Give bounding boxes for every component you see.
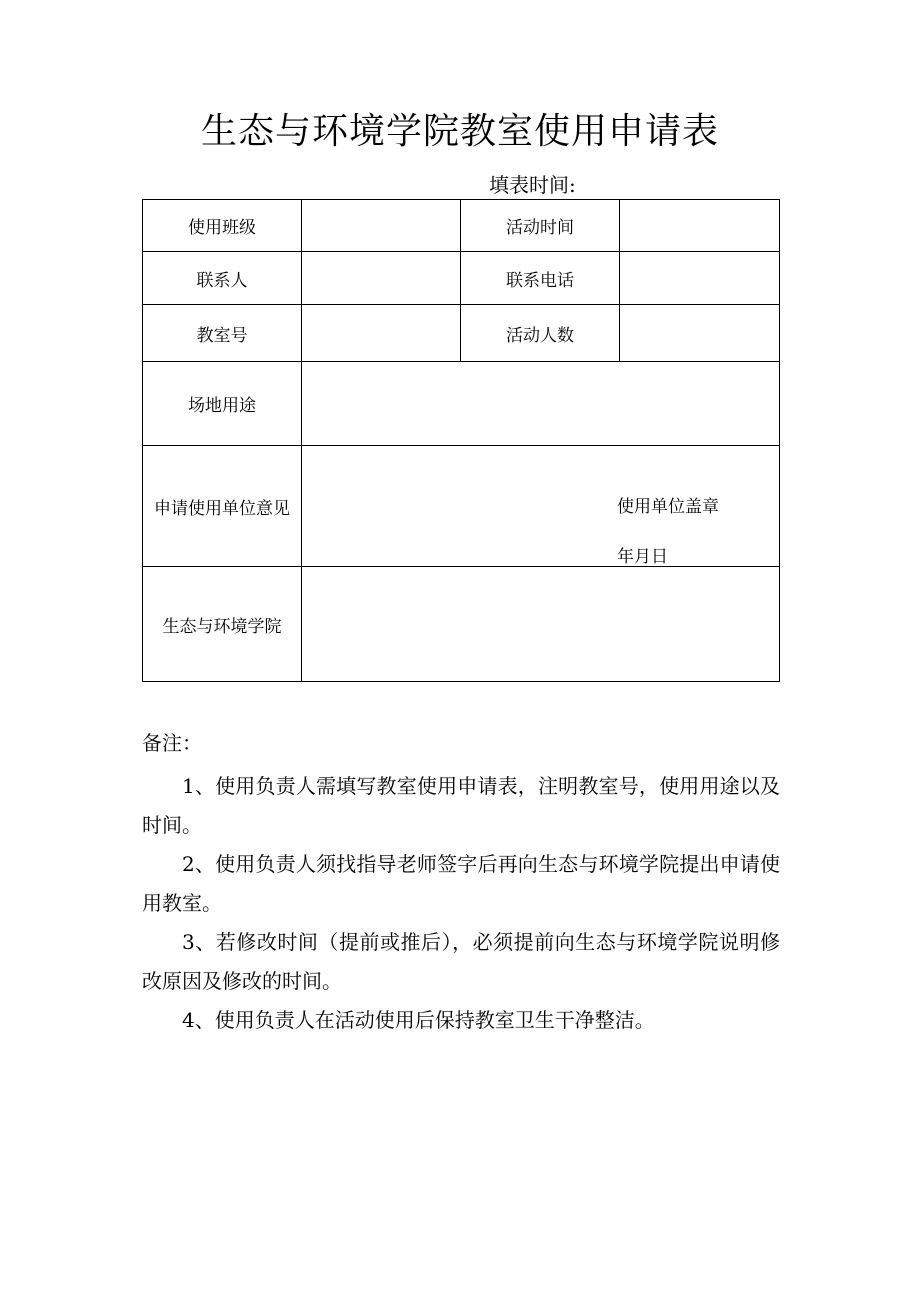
form-row-contact: [143, 252, 780, 305]
college-label: 生态与环境学院: [143, 567, 302, 682]
form-row-unit-opinion: [143, 446, 780, 567]
form-row-purpose: [143, 362, 780, 446]
unit-opinion-field[interactable]: [302, 446, 780, 567]
contact-field[interactable]: [302, 252, 461, 305]
form-row-class: [143, 200, 780, 252]
note-item: 1、使用负责人需填写教室使用申请表，注明教室号，使用用途以及时间。: [142, 774, 780, 837]
class-field[interactable]: [302, 200, 461, 252]
room-label: 教室号: [143, 305, 302, 362]
phone-label: 联系电话: [461, 252, 620, 305]
headcount-field[interactable]: [620, 305, 780, 362]
room-field[interactable]: [302, 305, 461, 362]
note-item: 4、使用负责人在活动使用后保持教室卫生干净整洁。: [182, 1008, 655, 1032]
form-row-room: [143, 305, 780, 362]
contact-label: 联系人: [143, 252, 302, 305]
fill-date-label: 填表时间:: [489, 173, 576, 197]
class-label: 使用班级: [143, 200, 302, 252]
notes-title: 备注：: [142, 731, 202, 755]
unit-stamp-label: 使用单位盖章: [617, 497, 719, 517]
application-form-table: [142, 199, 780, 682]
purpose-field[interactable]: [302, 362, 780, 446]
note-item: 3、若修改时间（提前或推后），必须提前向生态与环境学院说明修改原因及修改的时间。: [142, 930, 780, 993]
headcount-label: 活动人数: [461, 305, 620, 362]
unit-opinion-label: 申请使用单位意见: [143, 446, 302, 567]
form-row-college: [143, 567, 780, 682]
page-title: 生态与环境学院教室使用申请表: [200, 111, 719, 152]
college-opinion-field[interactable]: [302, 567, 780, 682]
activity-time-label: 活动时间: [461, 200, 620, 252]
phone-field[interactable]: [620, 252, 780, 305]
purpose-label: 场地用途: [143, 362, 302, 446]
unit-date-label: 年月日: [617, 547, 668, 567]
activity-time-field[interactable]: [620, 200, 780, 252]
notes-section: [142, 728, 780, 1040]
note-item: 2、使用负责人须找指导老师签字后再向生态与环境学院提出申请使用教室。: [142, 852, 780, 915]
